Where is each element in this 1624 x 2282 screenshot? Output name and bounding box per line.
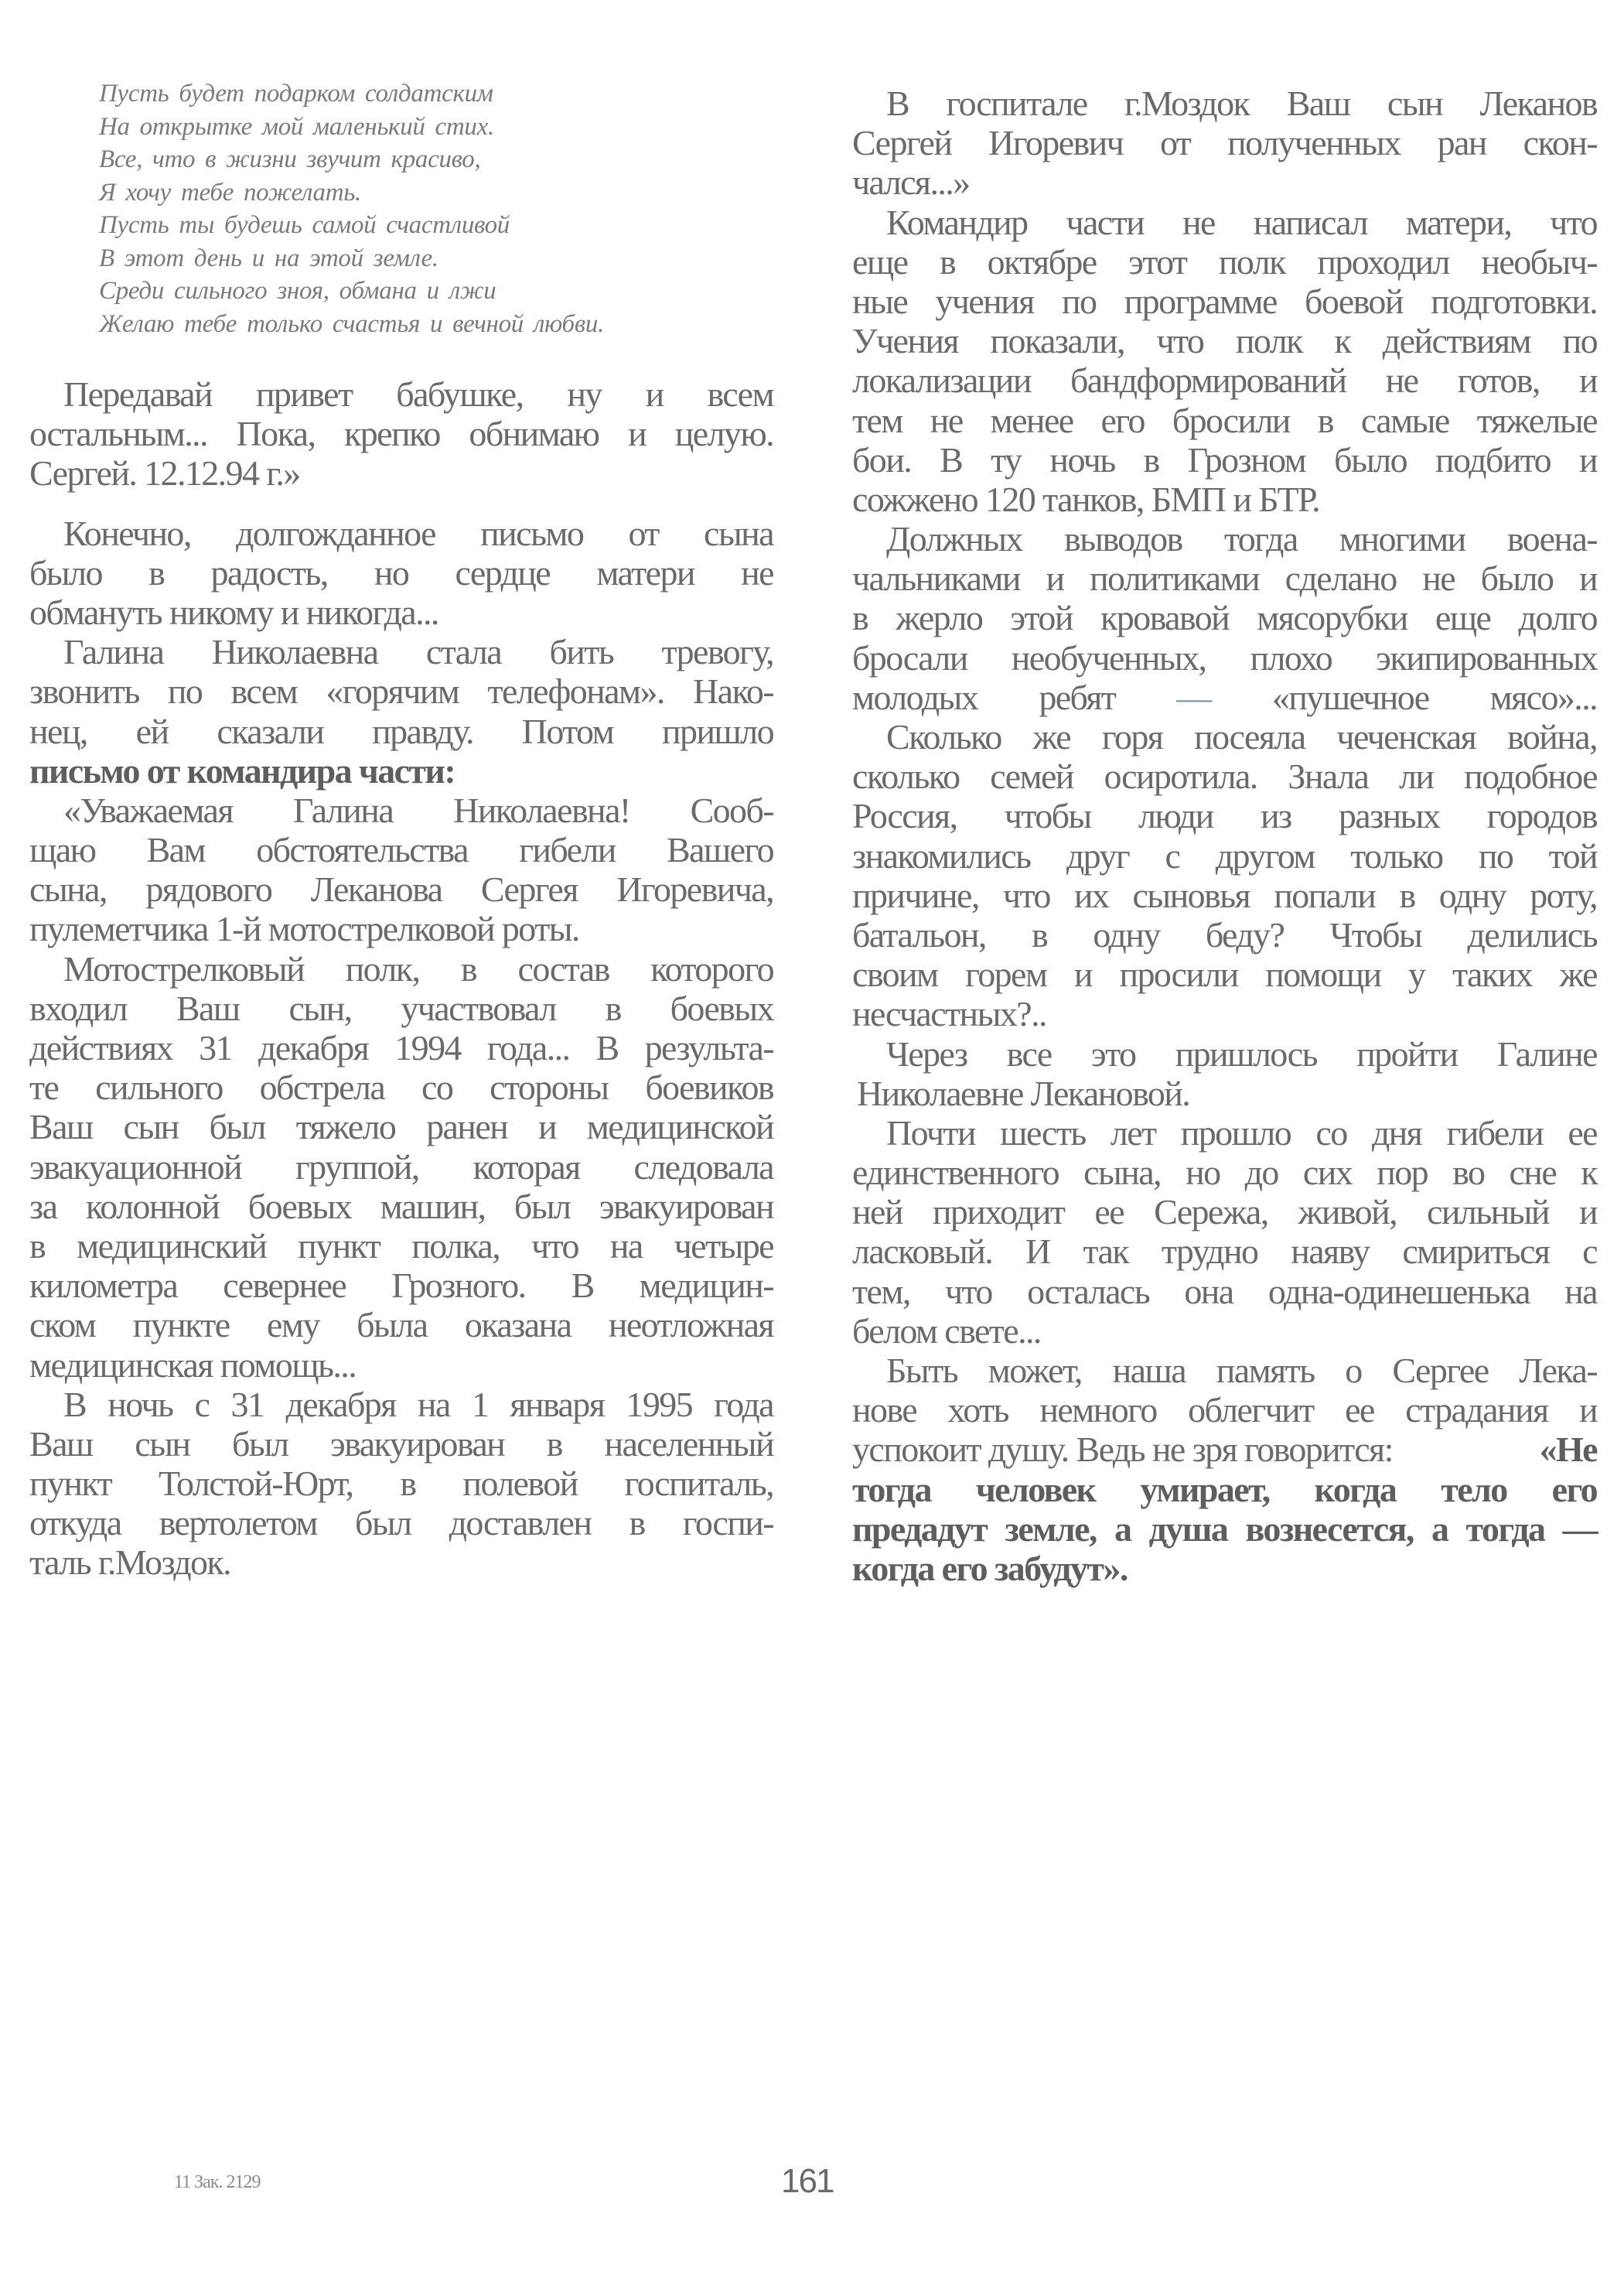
text-line: сына, рядового Леканова Сергея Игоревича, xyxy=(29,869,773,910)
paragraph xyxy=(29,632,773,791)
poem-line: Я хочу тебе пожелать. xyxy=(99,178,361,207)
page-number: 161 xyxy=(781,2162,834,2200)
right-column xyxy=(852,84,1597,1588)
text-line: пункт Толстой-Юрт, в полевой госпиталь, xyxy=(29,1464,773,1504)
text-line: причине, что их сыновья попали в одну роту, xyxy=(852,875,1597,915)
left-column xyxy=(29,374,773,1583)
text-line: Командир части не написал матери, что xyxy=(886,202,1597,242)
text-line: Ваш сын был эвакуирован в населенный xyxy=(29,1423,773,1464)
text-line: белом свете... xyxy=(852,1310,1041,1351)
text-line: батальон, в одну беду? Чтобы делились xyxy=(852,914,1597,955)
letter-closing xyxy=(29,374,773,494)
text-line: ней приходит ее Сережа, живой, сильный и xyxy=(852,1192,1597,1232)
text-line xyxy=(852,1430,1597,1469)
paragraph xyxy=(852,203,1597,520)
text-line: Сергей. 12.12.94 г.» xyxy=(29,453,300,494)
text-line: километра севернее Грозного. В медицин- xyxy=(29,1266,773,1306)
text-line: Сколько же горя посеяла чеченская война, xyxy=(886,717,1597,757)
paragraph xyxy=(29,949,773,1385)
quote-line: тогда человек умирает, когда тело его xyxy=(852,1469,1597,1509)
text-line: откуда вертолетом был доставлен в госпи- xyxy=(29,1503,773,1543)
text-line: Конечно, долгожданное письмо от сына xyxy=(63,513,773,553)
text-line: щаю Вам обстоятельства гибели Вашего xyxy=(29,830,773,870)
text-line: Передавай привет бабушке, ну и всем xyxy=(63,374,773,414)
text-line: Учения показали, что полк к действиям по xyxy=(852,321,1597,361)
text-line: бои. В ту ночь в Грозном было подбито и xyxy=(852,439,1597,480)
text-fragment: «пушечное мясо»... xyxy=(1210,677,1597,717)
paragraph xyxy=(29,791,773,949)
poem-line: Пусть ты будешь самой счастливой xyxy=(99,211,510,239)
text-line: В госпитале г.Моздок Ваш сын Леканов xyxy=(886,84,1597,123)
text-line: тем, что осталась она одна-одинешенька на xyxy=(852,1271,1597,1311)
text-line: обмануть никому и никогда... xyxy=(29,592,438,632)
text-line: В ночь с 31 декабря на 1 января 1995 года xyxy=(63,1384,773,1424)
text-line: те сильного обстрела со стороны боевиков xyxy=(29,1068,773,1108)
text-line: в жерло этой кровавой мясорубки еще долго xyxy=(852,598,1597,638)
text-line: действиях 31 декабря 1994 года... В результа- xyxy=(29,1028,773,1068)
text-line: медицинская помощь... xyxy=(29,1344,357,1385)
text-line: входил Ваш сын, участвовал в боевых xyxy=(29,988,773,1028)
text-line: остальным... Пока, крепко обнимаю и целую. xyxy=(29,414,773,454)
text-line: звонить по всем «горячим телефонам». Нако- xyxy=(29,671,773,712)
text-line: сколько семей осиротила. Знала ли подобное xyxy=(852,757,1597,797)
text-line: несчастных?.. xyxy=(852,994,1046,1034)
poem-line: На открытке мой маленький стих. xyxy=(99,112,494,141)
printer-signature-mark: 11 Зак. 2129 xyxy=(174,2172,261,2192)
paragraph xyxy=(29,514,773,633)
quote-line: когда его забудут». xyxy=(852,1548,1128,1588)
text-line: единственного сына, но до сих пор во сне к xyxy=(852,1153,1597,1193)
paragraph xyxy=(852,1351,1597,1588)
bold-heading-line: письмо от командира части: xyxy=(29,750,455,791)
text-line: Сергей Игоревич от полученных ран скон- xyxy=(852,123,1597,163)
paragraph xyxy=(852,1034,1597,1113)
text-line: Быть может, наша память о Сергее Лека- xyxy=(886,1351,1597,1390)
paragraph xyxy=(852,84,1597,203)
paragraph xyxy=(852,717,1597,1034)
text-line: эвакуационной группой, которая следовала xyxy=(29,1146,773,1187)
text-line: своим горем и просили помощи у таких же xyxy=(852,955,1597,995)
poem-line: Пусть будет подарком солдатским xyxy=(99,80,493,108)
poem-line: Все, что в жизни звучит красиво, xyxy=(99,145,481,173)
text-fragment: успокоит душу. Ведь не зря говорится: xyxy=(852,1430,1393,1470)
poem-line: Среди сильного зноя, обмана и лжи xyxy=(99,277,496,305)
text-line: в медицинский пункт полка, что на четыре xyxy=(29,1225,773,1266)
em-dash: — xyxy=(1176,677,1211,717)
text-line: Через все это пришлось пройти Галине xyxy=(886,1033,1597,1074)
text-line: сожжено 120 танков, БМП и БТР. xyxy=(852,479,1320,519)
text-line: еще в октябре этот полк проходил необыч- xyxy=(852,241,1597,282)
paragraph xyxy=(852,519,1597,717)
text-line: Мотострелковый полк, в состав которого xyxy=(63,948,773,989)
text-line: чальниками и политиками сделано не было и xyxy=(852,559,1597,599)
paragraph xyxy=(852,1113,1597,1351)
text-line xyxy=(852,678,1597,717)
text-line: знакомились друг с другом только по той xyxy=(852,835,1597,876)
text-line: локализации бандформирований не готов, и xyxy=(852,360,1597,401)
quote-line: предадут земле, а душа вознесется, а тогда — xyxy=(852,1508,1597,1549)
quote-start: «Не xyxy=(1539,1430,1597,1470)
text-line: нове хоть немного облегчит ее страдания и xyxy=(852,1390,1597,1430)
text-line: чался...» xyxy=(852,162,970,203)
text-line: за колонной боевых машин, был эвакуирован xyxy=(29,1186,773,1226)
text-line: Почти шесть лет прошло со дня гибели ее xyxy=(886,1112,1597,1153)
paragraph xyxy=(29,1385,773,1583)
text-line: «Уважаемая Галина Николаевна! Сооб- xyxy=(63,790,773,830)
text-line: Россия, чтобы люди из разных городов xyxy=(852,796,1597,836)
poem-block xyxy=(99,77,780,340)
text-line: Николаевне Лекановой. xyxy=(857,1073,1190,1113)
text-line: бросали необученных, плохо экипированных xyxy=(852,637,1597,678)
text-line: пулеметчика 1-й мотострелковой роты. xyxy=(29,909,579,949)
text-line: было в радость, но сердце матери не xyxy=(29,552,773,593)
text-fragment: молодых ребят xyxy=(852,677,1177,717)
poem-line: В этот день и на этой земле. xyxy=(99,244,438,272)
text-line: тем не менее его бросили в самые тяжелые xyxy=(852,400,1597,440)
poem-line: Желаю тебе только счастья и вечной любви. xyxy=(99,309,605,338)
text-line: ском пункте ему была оказана неотложная xyxy=(29,1305,773,1345)
text-line: таль г.Моздок. xyxy=(29,1542,231,1583)
text-line: Галина Николаевна стала бить тревогу, xyxy=(63,632,773,672)
text-line: нец, ей сказали правду. Потом пришло xyxy=(29,711,773,751)
text-line: ные учения по программе боевой подготовки. xyxy=(852,281,1597,321)
text-line: ласковый. И так трудно наяву смириться с xyxy=(852,1232,1597,1272)
text-line: Ваш сын был тяжело ранен и медицинской xyxy=(29,1107,773,1147)
text-line: Должных выводов тогда многими воена- xyxy=(886,519,1597,559)
